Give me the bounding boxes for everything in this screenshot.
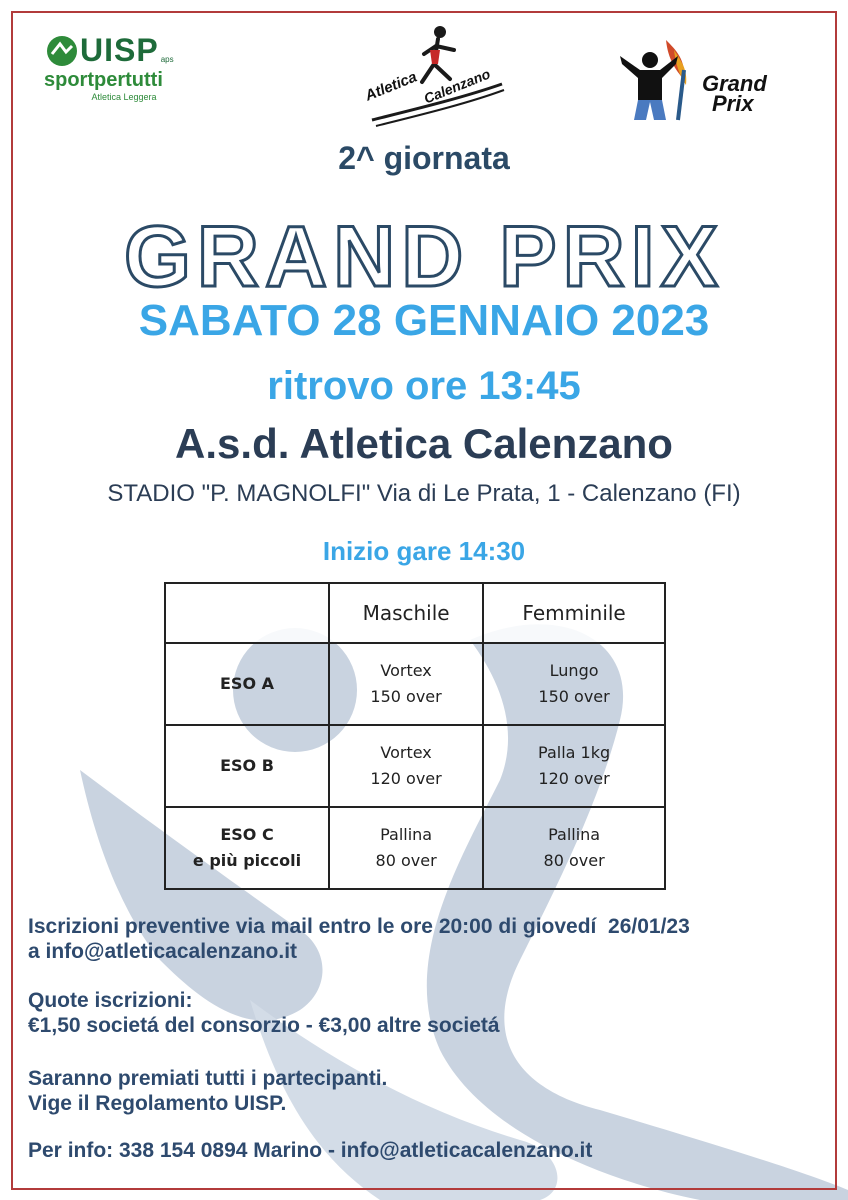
rules-line: Vige il Regolamento UISP. (28, 1092, 287, 1115)
torch-figure-icon (606, 30, 706, 122)
uisp-title: UISP (80, 32, 159, 68)
fees-title: Quote iscrizioni: (28, 989, 193, 1012)
uisp-logo (44, 32, 204, 102)
category-name: ESO C (220, 825, 274, 844)
grand-prix-logo-line1: Grand (702, 71, 767, 96)
race-distance: 120 over (370, 769, 442, 788)
atletica-calenzano-logo (362, 24, 512, 128)
category-cell: ESO A (165, 643, 329, 725)
table-header-maschile: Maschile (329, 583, 483, 643)
femminile-cell (483, 807, 665, 889)
uisp-emblem-icon (44, 34, 80, 68)
maschile-cell (329, 643, 483, 725)
race-distance: 150 over (538, 687, 610, 706)
grand-prix-logo-text (702, 71, 767, 116)
registration-info (28, 914, 690, 964)
uisp-aps: aps (160, 55, 174, 64)
registration-line1: Iscrizioni preventive via mail entro le ore 20:00 di giovedí 26/01/23 (28, 915, 690, 938)
calenzano-logo-line2: Calenzano (421, 65, 493, 107)
grand-prix-logo (606, 30, 786, 122)
race-name: Palla 1kg (538, 743, 611, 762)
fees-details: €1,50 societá del consorzio - €3,00 altre societá (28, 1014, 500, 1037)
giornata-heading: 2^ giornata (338, 140, 510, 176)
calenzano-logo-line1: Atletica (362, 68, 420, 105)
registration-email: a info@atleticacalenzano.it (28, 940, 298, 963)
grand-prix-title: GRAND PRIX (124, 209, 724, 305)
femminile-cell (483, 725, 665, 807)
category-note: e più piccoli (192, 851, 302, 870)
table-row (165, 807, 665, 889)
femminile-cell (483, 643, 665, 725)
race-distance: 150 over (370, 687, 442, 706)
race-name: Vortex (380, 743, 432, 762)
race-distance: 80 over (543, 851, 605, 870)
race-name: Pallina (380, 825, 433, 844)
table-header-blank (165, 583, 329, 643)
race-name: Lungo (549, 661, 599, 680)
race-distance: 80 over (375, 851, 437, 870)
category-cell (165, 807, 329, 889)
fees-info (28, 988, 500, 1038)
category-cell: ESO B (165, 725, 329, 807)
uisp-subtitle: sportpertutti (44, 69, 163, 91)
contact-info (28, 1138, 592, 1163)
table-header-row (165, 583, 665, 643)
uisp-small-text: Atletica Leggera (91, 92, 157, 102)
races-table (164, 582, 666, 890)
contact-line: Per info: 338 154 0894 Marino - info@atleticacalenzano.it (28, 1139, 593, 1162)
table-header-femminile: Femminile (483, 583, 665, 643)
awards-info (28, 1066, 387, 1116)
maschile-cell (329, 725, 483, 807)
maschile-cell (329, 807, 483, 889)
ritrovo-time: ritrovo ore 13:45 (267, 364, 581, 408)
table-row (165, 643, 665, 725)
stadium-address: STADIO "P. MAGNOLFI" Via di Le Prata, 1 - Calenzano (FI) (107, 480, 741, 507)
table-row (165, 725, 665, 807)
race-name: Vortex (380, 661, 432, 680)
club-name: A.s.d. Atletica Calenzano (175, 420, 673, 467)
awards-line: Saranno premiati tutti i partecipanti. (28, 1067, 388, 1090)
race-start-time: Inizio gare 14:30 (322, 536, 526, 566)
race-name: Pallina (548, 825, 601, 844)
grand-prix-logo-line2: Prix (712, 91, 754, 116)
event-date: SABATO 28 GENNAIO 2023 (138, 296, 710, 345)
race-distance: 120 over (538, 769, 610, 788)
